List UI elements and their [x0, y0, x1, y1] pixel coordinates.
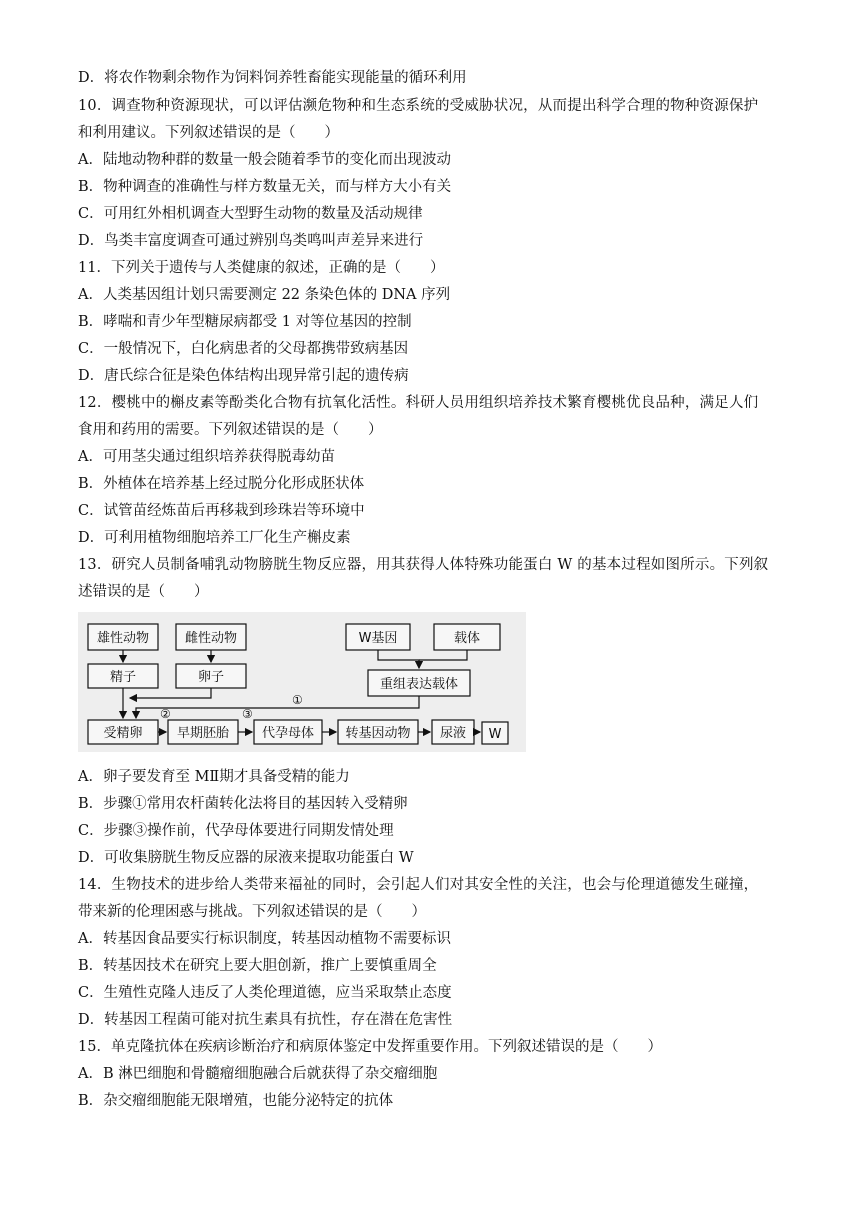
step-2-marker: ② [160, 707, 171, 721]
q12-option-b: B．外植体在培养基上经过脱分化形成胚状体 [78, 476, 365, 492]
q10-option-b: B．物种调查的准确性与样方数量无关，而与样方大小有关 [78, 179, 452, 195]
q14-stem-line-2: 带来新的伦理困惑与挑战。下列叙述错误的是（ ） [78, 904, 426, 920]
label-recombinant-vector: 重组表达载体 [379, 677, 459, 692]
step-1-marker: ① [292, 693, 303, 707]
q14-option-d: D．转基因工程菌可能对抗生素具有抗性，存在潜在危害性 [78, 1012, 453, 1028]
label-male-animal: 雄性动物 [96, 631, 150, 646]
q10-option-d: D．鸟类丰富度调查可通过辨别鸟类鸣叫声差异来进行 [78, 233, 424, 249]
label-transgenic-animal: 转基因动物 [345, 726, 411, 741]
q14-option-b: B．转基因技术在研究上要大胆创新，推广上要慎重周全 [78, 958, 437, 974]
q11-option-d: D．唐氏综合征是染色体结构出现异常引起的遗传病 [78, 368, 409, 384]
q9-option-d: D．将农作物剩余物作为饲料饲养牲畜能实现能量的循环利用 [78, 70, 467, 86]
q11-option-c: C．一般情况下，白化病患者的父母都携带致病基因 [78, 341, 409, 357]
arrow-vector-to-recombinant [419, 650, 467, 660]
q13-stem-line-1: 13．研究人员制备哺乳动物膀胱生物反应器，用其获得人体特殊功能蛋白 W 的基本过程如图所示。下列叙 [78, 557, 769, 573]
arrow-egg-to-zygote [130, 688, 211, 698]
q12-option-d: D．可利用植物细胞培养工厂化生产槲皮素 [78, 530, 351, 546]
q10-option-a: A．陆地动物种群的数量一般会随着季节的变化而出现波动 [78, 152, 451, 168]
q13-option-a: A．卵子要发育至 MⅡ期才具备受精的能力 [78, 769, 350, 785]
q15-stem: 15．单克隆抗体在疾病诊断治疗和病原体鉴定中发挥重要作用。下列叙述错误的是（ ） [78, 1039, 662, 1055]
label-zygote: 受精卵 [103, 726, 143, 741]
q11-stem: 11．下列关于遗传与人类健康的叙述，正确的是（ ） [78, 260, 445, 276]
q11-option-a: A．人类基因组计划只需要测定 22 条染色体的 DNA 序列 [78, 287, 451, 303]
label-urine: 尿液 [439, 726, 467, 741]
q14-option-a: A．转基因食品要实行标识制度，转基因动植物不需要标识 [78, 931, 451, 947]
label-protein-w: W [488, 727, 502, 742]
label-egg: 卵子 [197, 670, 225, 685]
label-sperm: 精子 [109, 670, 137, 685]
q10-stem-line-2: 和利用建议。下列叙述错误的是（ ） [78, 125, 339, 141]
label-surrogate-mother: 代孕母体 [261, 726, 315, 741]
label-female-animal: 雌性动物 [184, 631, 238, 646]
q10-option-c: C．可用红外相机调查大型野生动物的数量及活动规律 [78, 206, 423, 222]
flow-diagram-svg [78, 612, 526, 752]
q12-stem-line-2: 食用和药用的需要。下列叙述错误的是（ ） [78, 422, 383, 438]
arrow-step1-recombinant-to-zygote [136, 696, 419, 718]
q12-option-c: C．试管苗经炼苗后再移栽到珍珠岩等环境中 [78, 503, 365, 519]
q10-stem-line-1: 10．调查物种资源现状，可以评估濒危物种和生态系统的受威胁状况，从而提出科学合理的物种资源保护 [78, 98, 759, 114]
q12-option-a: A．可用茎尖通过组织培养获得脱毒幼苗 [78, 449, 335, 465]
label-early-embryo: 早期胚胎 [176, 726, 230, 741]
q13-flow-diagram [78, 612, 526, 752]
q13-stem-line-2: 述错误的是（ ） [78, 584, 209, 600]
arrow-gene-to-recombinant [378, 650, 419, 668]
q14-stem-line-1: 14．生物技术的进步给人类带来福祉的同时，会引起人们对其安全性的关注，也会与伦理道德发生碰撞， [78, 877, 759, 893]
q15-option-b: B．杂交瘤细胞能无限增殖，也能分泌特定的抗体 [78, 1093, 394, 1109]
q15-option-a: A．B 淋巴细胞和骨髓瘤细胞融合后就获得了杂交瘤细胞 [78, 1066, 438, 1082]
q11-option-b: B．哮喘和青少年型糖尿病都受 1 对等位基因的控制 [78, 314, 412, 330]
label-w-gene: W基因 [358, 631, 398, 646]
q13-option-d: D．可收集膀胱生物反应器的尿液来提取功能蛋白 W [78, 850, 414, 866]
label-vector: 载体 [453, 631, 481, 646]
step-3-marker: ③ [242, 707, 253, 721]
q13-option-c: C．步骤③操作前，代孕母体要进行同期发情处理 [78, 823, 394, 839]
q14-option-c: C．生殖性克隆人违反了人类伦理道德，应当采取禁止态度 [78, 985, 452, 1001]
q12-stem-line-1: 12．樱桃中的槲皮素等酚类化合物有抗氧化活性。科研人员用组织培养技术繁育樱桃优良品种，满足人们 [78, 395, 759, 411]
q13-option-b: B．步骤①常用农杆菌转化法将目的基因转入受精卵 [78, 796, 408, 812]
